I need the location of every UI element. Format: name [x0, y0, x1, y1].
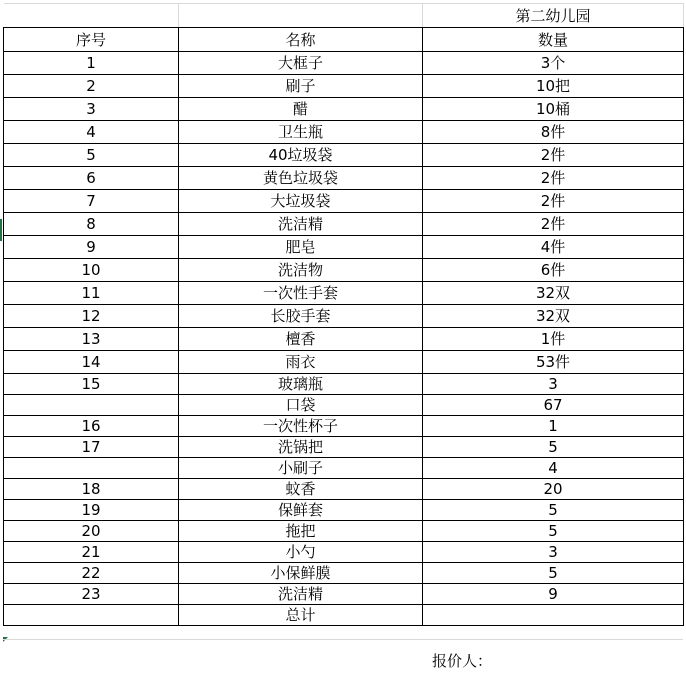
row-index-cell[interactable]: 23 — [4, 584, 179, 605]
table-row — [4, 259, 684, 282]
row-index-cell[interactable]: 13 — [4, 328, 179, 351]
row-name-cell[interactable]: 醋 — [179, 98, 423, 121]
row-quantity-cell[interactable]: 3 — [423, 542, 684, 563]
row-index-cell[interactable]: 6 — [4, 167, 179, 190]
table-row — [4, 236, 684, 259]
row-index-cell[interactable]: 1 — [4, 52, 179, 75]
table-row — [4, 395, 684, 416]
row-quantity-cell[interactable]: 1件 — [423, 328, 684, 351]
row-name-cell[interactable]: 雨衣 — [179, 351, 423, 374]
row-name-cell[interactable]: 保鲜套 — [179, 500, 423, 521]
row-index-cell[interactable]: 17 — [4, 437, 179, 458]
row-quantity-cell[interactable]: 1 — [423, 416, 684, 437]
table-row — [4, 563, 684, 584]
table-row — [4, 374, 684, 395]
row-name-cell[interactable]: 小刷子 — [179, 458, 423, 479]
row-quantity-cell[interactable]: 67 — [423, 395, 684, 416]
table-row — [4, 75, 684, 98]
row-name-cell[interactable]: 小勺 — [179, 542, 423, 563]
row-index-cell[interactable]: 19 — [4, 500, 179, 521]
row-quantity-cell[interactable]: 3 — [423, 374, 684, 395]
row-index-cell[interactable]: 22 — [4, 563, 179, 584]
row-index-cell[interactable]: 2 — [4, 75, 179, 98]
row-index-cell[interactable]: 8 — [4, 213, 179, 236]
row-quantity-cell[interactable]: 20 — [423, 479, 684, 500]
row-quantity-cell[interactable]: 5 — [423, 437, 684, 458]
row-index-cell[interactable]: 10 — [4, 259, 179, 282]
row-name-cell[interactable]: 长胶手套 — [179, 305, 423, 328]
row-quantity-cell[interactable]: 10把 — [423, 75, 684, 98]
reporter-label[interactable]: 报价人： — [432, 652, 493, 670]
total-label[interactable]: 总计 — [179, 605, 423, 626]
total-row — [4, 605, 684, 626]
row-index-cell[interactable]: 20 — [4, 521, 179, 542]
row-name-cell[interactable]: 洗锅把 — [179, 437, 423, 458]
row-quantity-cell[interactable]: 2件 — [423, 190, 684, 213]
row-index-cell[interactable] — [4, 458, 179, 479]
row-index-cell[interactable]: 18 — [4, 479, 179, 500]
header-index[interactable]: 序号 — [4, 28, 179, 52]
row-quantity-cell[interactable]: 9 — [423, 584, 684, 605]
row-name-cell[interactable]: 洗洁精 — [179, 213, 423, 236]
table-row — [4, 305, 684, 328]
row-name-cell[interactable]: 黄色垃圾袋 — [179, 167, 423, 190]
row-name-cell[interactable]: 拖把 — [179, 521, 423, 542]
table-row — [4, 458, 684, 479]
title-row — [4, 4, 684, 28]
row-name-cell[interactable]: 刷子 — [179, 75, 423, 98]
cell[interactable] — [4, 605, 179, 626]
row-index-cell[interactable]: 14 — [4, 351, 179, 374]
row-index-cell[interactable]: 21 — [4, 542, 179, 563]
row-index-cell[interactable]: 9 — [4, 236, 179, 259]
table-row — [4, 282, 684, 305]
table-row — [4, 500, 684, 521]
total-value-cell[interactable] — [423, 605, 684, 626]
row-index-cell[interactable]: 5 — [4, 144, 179, 167]
footer-area — [3, 639, 683, 676]
table-row — [4, 479, 684, 500]
row-name-cell[interactable]: 卫生瓶 — [179, 121, 423, 144]
table-row — [4, 52, 684, 75]
row-quantity-cell[interactable]: 32双 — [423, 282, 684, 305]
row-quantity-cell[interactable]: 10桶 — [423, 98, 684, 121]
row-quantity-cell[interactable]: 2件 — [423, 167, 684, 190]
row-index-cell[interactable]: 15 — [4, 374, 179, 395]
table-row — [4, 437, 684, 458]
row-quantity-cell[interactable]: 4件 — [423, 236, 684, 259]
header-quantity[interactable]: 数量 — [423, 28, 684, 52]
active-cell-marker — [0, 219, 2, 241]
row-name-cell[interactable]: 大垃圾袋 — [179, 190, 423, 213]
row-name-cell[interactable]: 洗洁物 — [179, 259, 423, 282]
row-quantity-cell[interactable]: 8件 — [423, 121, 684, 144]
table-row — [4, 328, 684, 351]
row-name-cell[interactable]: 大框子 — [179, 52, 423, 75]
row-name-cell[interactable]: 玻璃瓶 — [179, 374, 423, 395]
row-name-cell[interactable]: 小保鲜膜 — [179, 563, 423, 584]
table-row — [4, 213, 684, 236]
header-name[interactable]: 名称 — [179, 28, 423, 52]
table-row — [4, 542, 684, 563]
row-quantity-cell[interactable]: 3个 — [423, 52, 684, 75]
row-index-cell[interactable]: 7 — [4, 190, 179, 213]
row-name-cell[interactable]: 檀香 — [179, 328, 423, 351]
inventory-table — [3, 3, 684, 626]
cell[interactable] — [179, 4, 423, 28]
row-quantity-cell[interactable]: 6件 — [423, 259, 684, 282]
row-name-cell[interactable]: 口袋 — [179, 395, 423, 416]
row-quantity-cell[interactable]: 5 — [423, 563, 684, 584]
row-name-cell[interactable]: 一次性手套 — [179, 282, 423, 305]
table-row — [4, 144, 684, 167]
row-quantity-cell[interactable]: 2件 — [423, 213, 684, 236]
table-row — [4, 167, 684, 190]
row-index-cell[interactable]: 16 — [4, 416, 179, 437]
row-index-cell[interactable]: 3 — [4, 98, 179, 121]
cell[interactable] — [4, 4, 179, 28]
row-quantity-cell[interactable]: 32双 — [423, 305, 684, 328]
table-row — [4, 121, 684, 144]
table-row — [4, 98, 684, 121]
row-name-cell[interactable]: 洗洁精 — [179, 584, 423, 605]
header-row — [4, 28, 684, 52]
row-quantity-cell[interactable]: 53件 — [423, 351, 684, 374]
table-row — [4, 190, 684, 213]
table-row — [4, 351, 684, 374]
row-quantity-cell[interactable]: 2件 — [423, 144, 684, 167]
row-name-cell[interactable]: 一次性杯子 — [179, 416, 423, 437]
row-name-cell[interactable]: 肥皂 — [179, 236, 423, 259]
table-row — [4, 416, 684, 437]
table-row — [4, 521, 684, 542]
row-index-cell[interactable]: 4 — [4, 121, 179, 144]
row-index-cell[interactable] — [4, 395, 179, 416]
row-quantity-cell[interactable]: 4 — [423, 458, 684, 479]
row-index-cell[interactable]: 11 — [4, 282, 179, 305]
table-row — [4, 584, 684, 605]
row-quantity-cell[interactable]: 5 — [423, 500, 684, 521]
row-index-cell[interactable]: 12 — [4, 305, 179, 328]
row-name-cell[interactable]: 蚊香 — [179, 479, 423, 500]
row-name-cell[interactable]: 40垃圾袋 — [179, 144, 423, 167]
row-quantity-cell[interactable]: 5 — [423, 521, 684, 542]
sheet-title[interactable]: 第二幼儿园 — [423, 4, 684, 28]
